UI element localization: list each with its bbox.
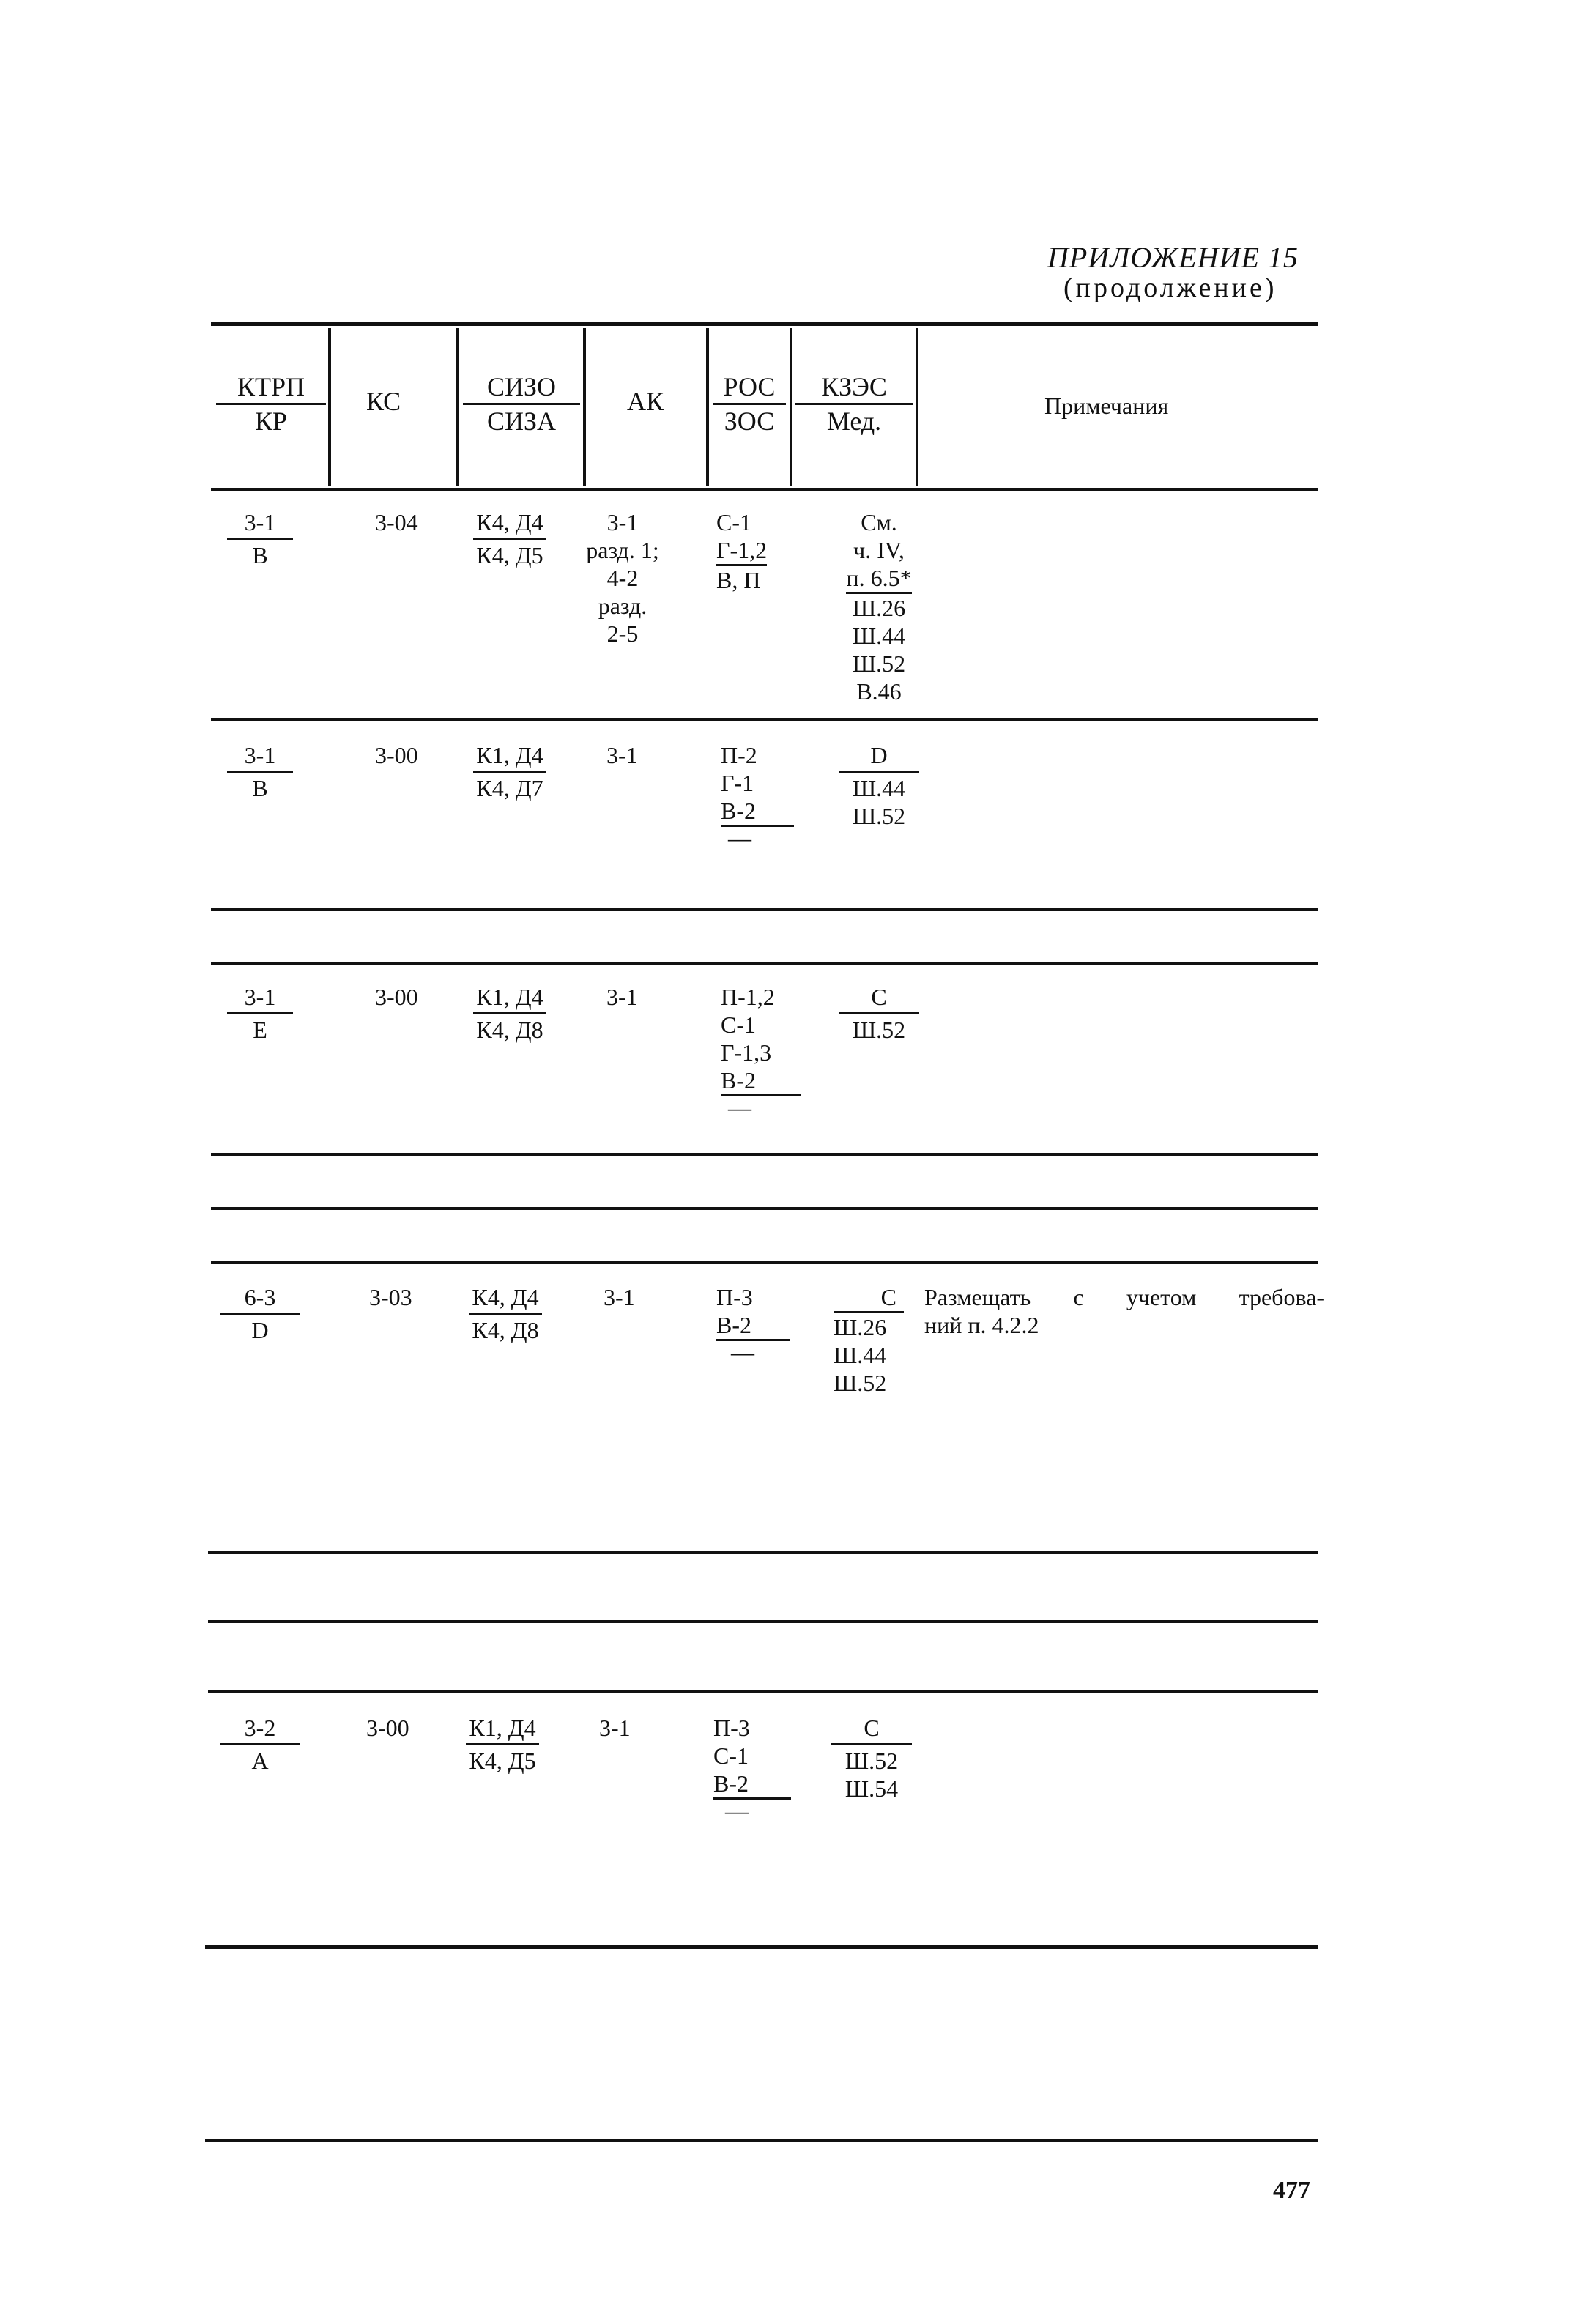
row-kr: А bbox=[251, 1748, 269, 1774]
ak-line: 2-5 bbox=[606, 620, 639, 647]
row-kzes-med bbox=[820, 1714, 923, 1803]
header-zos: ЗОС bbox=[724, 406, 775, 436]
header-notes: Примечания bbox=[1044, 393, 1169, 419]
row-ktrp: 6-3 bbox=[220, 1283, 300, 1315]
header-ktrp-kr bbox=[212, 372, 330, 436]
kzes-line: ч. IV, bbox=[853, 537, 905, 563]
row-ak: 3-1 bbox=[604, 1284, 635, 1310]
zos-line: — bbox=[725, 1797, 749, 1824]
ros-line: С-1 bbox=[721, 1011, 756, 1038]
zos-line: — bbox=[728, 825, 751, 851]
med-line: Ш.44 bbox=[834, 1342, 887, 1368]
table-row bbox=[220, 1283, 300, 1344]
row-ak bbox=[571, 508, 674, 647]
header-ktrp: КТРП bbox=[216, 372, 326, 405]
table-row bbox=[220, 741, 300, 802]
row-siza: К4, Д7 bbox=[476, 775, 543, 801]
header-kzes-med bbox=[792, 372, 916, 436]
row-rule bbox=[211, 718, 1318, 721]
zos-line: — bbox=[728, 1094, 751, 1121]
row-ktrp: 3-1 bbox=[227, 508, 293, 540]
appendix-title: ПРИЛОЖЕНИЕ 15 bbox=[1047, 241, 1299, 274]
header-divider bbox=[916, 328, 918, 486]
table-row bbox=[220, 983, 300, 1044]
med-line: Ш.54 bbox=[844, 1775, 899, 1802]
row-sizo: К4, Д4 bbox=[469, 1283, 541, 1315]
row-ks: 3-00 bbox=[375, 984, 418, 1010]
kzes-line: С bbox=[831, 1714, 912, 1745]
row-note: ний п. 4.2.2 bbox=[924, 1312, 1039, 1338]
row-ktrp: 3-1 bbox=[227, 741, 293, 773]
row-ks: 3-00 bbox=[375, 742, 418, 768]
row-rule bbox=[208, 1690, 1318, 1693]
table-top-rule bbox=[211, 322, 1318, 326]
row-kzes-med bbox=[828, 983, 930, 1044]
header-divider bbox=[456, 328, 459, 486]
ak-line: разд. 1; bbox=[586, 537, 659, 563]
zos-line: В, П bbox=[716, 567, 761, 593]
kzes-line: См. bbox=[861, 509, 897, 535]
row-kzes-med bbox=[834, 1283, 904, 1397]
row-ros-zos bbox=[721, 983, 801, 1121]
page-bottom-rule bbox=[205, 2139, 1318, 2142]
header-kzes: КЗЭС bbox=[795, 372, 913, 405]
row-sizo: К1, Д4 bbox=[473, 983, 546, 1014]
row-ktrp: 3-1 bbox=[227, 983, 293, 1014]
row-note: Размещать с учетом требова- bbox=[924, 1284, 1324, 1310]
row-rule bbox=[211, 1261, 1318, 1264]
row-sizo: К4, Д4 bbox=[473, 508, 546, 540]
row-ks: 3-03 bbox=[369, 1284, 412, 1310]
header-ros-zos bbox=[709, 372, 790, 436]
header-sizo-siza bbox=[460, 372, 583, 436]
table-row bbox=[220, 1714, 300, 1775]
ros-line: Г-1 bbox=[721, 770, 754, 796]
header-divider bbox=[583, 328, 586, 486]
header-ks: КС bbox=[366, 387, 401, 416]
med-line: Ш.44 bbox=[852, 623, 906, 649]
row-siza: К4, Д8 bbox=[472, 1317, 539, 1343]
row-kzes-med bbox=[828, 508, 930, 705]
row-kr: Е bbox=[253, 1017, 267, 1043]
row-sizo-siza bbox=[444, 983, 576, 1044]
row-ak: 3-1 bbox=[606, 742, 638, 768]
med-line: Ш.52 bbox=[852, 803, 906, 829]
ros-line: В-2 bbox=[721, 797, 794, 827]
header-sizo: СИЗО bbox=[463, 372, 580, 405]
row-sizo-siza bbox=[444, 741, 576, 802]
table-row bbox=[220, 508, 300, 569]
med-line: Ш.52 bbox=[834, 1370, 887, 1396]
med-line: Ш.52 bbox=[844, 1748, 899, 1774]
row-rule bbox=[211, 1153, 1318, 1156]
row-rule bbox=[205, 1945, 1318, 1949]
row-sizo-siza bbox=[439, 1283, 571, 1344]
row-ks: 3-04 bbox=[375, 509, 418, 535]
row-rule bbox=[208, 1620, 1318, 1623]
page-number: 477 bbox=[1273, 2177, 1310, 2204]
row-siza: К4, Д5 bbox=[476, 542, 543, 568]
kzes-line: С bbox=[880, 1284, 896, 1310]
ros-line: П-3 bbox=[713, 1715, 750, 1741]
row-ros-zos bbox=[716, 508, 767, 594]
header-ak: АК bbox=[627, 387, 664, 416]
row-ak: 3-1 bbox=[606, 984, 638, 1010]
ak-line: 4-2 bbox=[606, 565, 639, 591]
header-med: Мед. bbox=[826, 406, 882, 436]
appendix-continuation: (продолжение) bbox=[1063, 272, 1277, 303]
ros-line: С-1 bbox=[716, 509, 751, 535]
row-rule bbox=[211, 962, 1318, 965]
med-line: Ш.26 bbox=[834, 1311, 904, 1341]
row-siza: К4, Д5 bbox=[469, 1748, 536, 1774]
row-kzes-med bbox=[828, 741, 930, 830]
row-kr: D bbox=[251, 1317, 269, 1343]
header-kr: КР bbox=[254, 406, 288, 436]
kzes-line: п. 6.5* bbox=[846, 564, 911, 594]
row-ros-zos bbox=[713, 1714, 791, 1822]
kzes-line: С bbox=[839, 983, 919, 1014]
row-sizo-siza bbox=[444, 508, 576, 569]
med-line: Ш.26 bbox=[852, 595, 906, 621]
med-line: Ш.52 bbox=[852, 650, 906, 677]
med-line: Ш.44 bbox=[852, 775, 906, 801]
med-line: В.46 bbox=[856, 678, 902, 705]
row-ak: 3-1 bbox=[599, 1715, 631, 1741]
ak-line: разд. bbox=[598, 593, 647, 619]
row-ros-zos bbox=[716, 1283, 790, 1363]
row-sizo-siza bbox=[437, 1714, 568, 1775]
header-ros: РОС bbox=[713, 372, 786, 405]
row-ros-zos bbox=[721, 741, 794, 849]
row-rule bbox=[211, 908, 1318, 911]
row-sizo: К1, Д4 bbox=[466, 1714, 538, 1745]
kzes-line: D bbox=[839, 741, 919, 773]
row-kr: В bbox=[252, 542, 268, 568]
row-ktrp: 3-2 bbox=[220, 1714, 300, 1745]
ros-line: В-2 bbox=[716, 1311, 790, 1341]
ros-line: Г-1,3 bbox=[721, 1039, 772, 1066]
ak-line: 3-1 bbox=[606, 509, 639, 535]
header-bottom-rule bbox=[211, 488, 1318, 491]
ros-line: В-2 bbox=[721, 1066, 801, 1096]
row-ks: 3-00 bbox=[366, 1715, 409, 1741]
ros-line: В-2 bbox=[713, 1770, 791, 1800]
ros-line: Г-1,2 bbox=[716, 536, 767, 566]
ros-line: П-3 bbox=[716, 1284, 753, 1310]
ros-line: П-2 bbox=[721, 742, 757, 768]
row-rule bbox=[211, 1207, 1318, 1210]
zos-line: — bbox=[731, 1339, 754, 1365]
ros-line: С-1 bbox=[713, 1742, 749, 1769]
row-siza: К4, Д8 bbox=[476, 1017, 543, 1043]
header-siza: СИЗА bbox=[486, 406, 557, 436]
med-line: Ш.52 bbox=[852, 1017, 906, 1043]
ros-line: П-1,2 bbox=[721, 984, 775, 1010]
row-rule bbox=[208, 1551, 1318, 1554]
row-sizo: К1, Д4 bbox=[473, 741, 546, 773]
row-kr: В bbox=[252, 775, 268, 801]
